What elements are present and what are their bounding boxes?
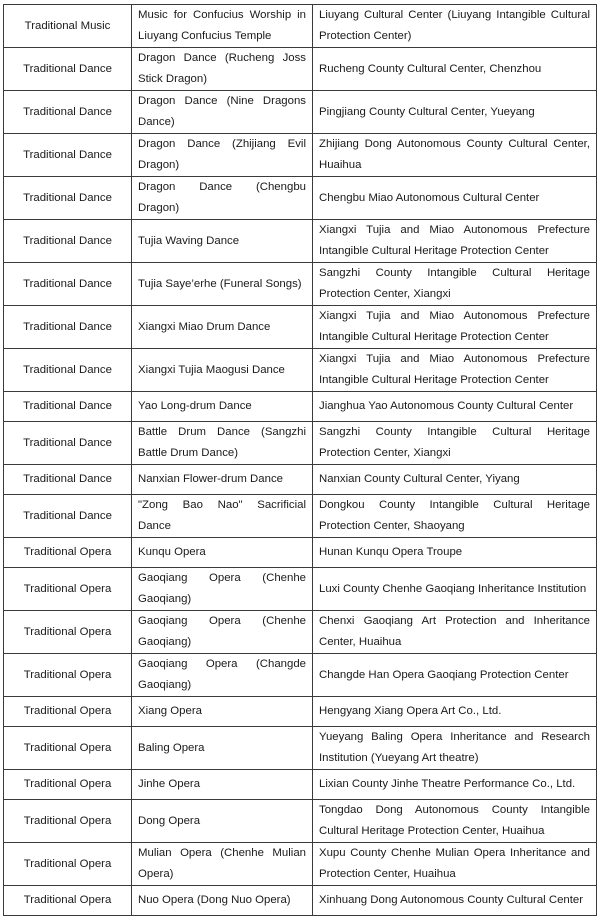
category-cell: Traditional Dance xyxy=(4,48,132,91)
table-row xyxy=(4,422,597,465)
protection-unit-cell: Sangzhi County Intangible Cultural Heritage Protection Center, Xiangxi xyxy=(313,422,597,465)
category-cell: Traditional Opera xyxy=(4,727,132,770)
protection-unit-cell: Pingjiang County Cultural Center, Yueyang xyxy=(313,91,597,134)
protection-unit-cell: Liuyang Cultural Center (Liuyang Intangible Cultural Protection Center) xyxy=(313,5,597,48)
protection-unit-cell: Zhijiang Dong Autonomous County Cultural Center, Huaihua xyxy=(313,134,597,177)
item-cell: Dragon Dance (Zhijiang Evil Dragon) xyxy=(132,134,313,177)
item-cell: Gaoqiang Opera (Changde Gaoqiang) xyxy=(132,654,313,697)
category-cell: Traditional Music xyxy=(4,5,132,48)
protection-unit-cell: Changde Han Opera Gaoqiang Protection Center xyxy=(313,654,597,697)
table-row xyxy=(4,611,597,654)
protection-unit-cell: Rucheng County Cultural Center, Chenzhou xyxy=(313,48,597,91)
table-row xyxy=(4,48,597,91)
category-cell: Traditional Dance xyxy=(4,134,132,177)
item-cell: Music for Confucius Worship in Liuyang Confucius Temple xyxy=(132,5,313,48)
protection-unit-cell: Xiangxi Tujia and Miao Autonomous Prefecture Intangible Cultural Heritage Protection Center xyxy=(313,349,597,392)
category-cell: Traditional Dance xyxy=(4,422,132,465)
heritage-table-body xyxy=(4,5,597,916)
table-row xyxy=(4,568,597,611)
protection-unit-cell: Xiangxi Tujia and Miao Autonomous Prefecture Intangible Cultural Heritage Protection Center xyxy=(313,220,597,263)
protection-unit-cell: Xiangxi Tujia and Miao Autonomous Prefecture Intangible Cultural Heritage Protection Center xyxy=(313,306,597,349)
category-cell: Traditional Dance xyxy=(4,392,132,422)
item-cell: Jinhe Opera xyxy=(132,770,313,800)
heritage-table xyxy=(3,4,597,916)
category-cell: Traditional Opera xyxy=(4,538,132,568)
category-cell: Traditional Opera xyxy=(4,654,132,697)
category-cell: Traditional Dance xyxy=(4,349,132,392)
category-cell: Traditional Dance xyxy=(4,220,132,263)
protection-unit-cell: Xinhuang Dong Autonomous County Cultural Center xyxy=(313,886,597,916)
category-cell: Traditional Dance xyxy=(4,465,132,495)
table-row xyxy=(4,392,597,422)
protection-unit-cell: Dongkou County Intangible Cultural Heritage Protection Center, Shaoyang xyxy=(313,495,597,538)
protection-unit-cell: Jianghua Yao Autonomous County Cultural Center xyxy=(313,392,597,422)
protection-unit-cell: Luxi County Chenhe Gaoqiang Inheritance Institution xyxy=(313,568,597,611)
item-cell: Xiangxi Tujia Maogusi Dance xyxy=(132,349,313,392)
protection-unit-cell: Sangzhi County Intangible Cultural Heritage Protection Center, Xiangxi xyxy=(313,263,597,306)
table-row xyxy=(4,495,597,538)
table-row xyxy=(4,800,597,843)
item-cell: Tujia Saye’erhe (Funeral Songs) xyxy=(132,263,313,306)
item-cell: Dragon Dance (Rucheng Joss Stick Dragon) xyxy=(132,48,313,91)
table-row xyxy=(4,843,597,886)
table-row xyxy=(4,349,597,392)
item-cell: Battle Drum Dance (Sangzhi Battle Drum Dance) xyxy=(132,422,313,465)
category-cell: Traditional Opera xyxy=(4,886,132,916)
table-row xyxy=(4,306,597,349)
category-cell: Traditional Dance xyxy=(4,177,132,220)
category-cell: Traditional Opera xyxy=(4,800,132,843)
category-cell: Traditional Opera xyxy=(4,770,132,800)
category-cell: Traditional Opera xyxy=(4,843,132,886)
category-cell: Traditional Opera xyxy=(4,697,132,727)
protection-unit-cell: Chenxi Gaoqiang Art Protection and Inheritance Center, Huaihua xyxy=(313,611,597,654)
category-cell: Traditional Dance xyxy=(4,91,132,134)
table-row xyxy=(4,134,597,177)
item-cell: Tujia Waving Dance xyxy=(132,220,313,263)
category-cell: Traditional Dance xyxy=(4,495,132,538)
item-cell: Nuo Opera (Dong Nuo Opera) xyxy=(132,886,313,916)
item-cell: Baling Opera xyxy=(132,727,313,770)
protection-unit-cell: Hengyang Xiang Opera Art Co., Ltd. xyxy=(313,697,597,727)
item-cell: Gaoqiang Opera (Chenhe Gaoqiang) xyxy=(132,611,313,654)
item-cell: Xiangxi Miao Drum Dance xyxy=(132,306,313,349)
table-row xyxy=(4,697,597,727)
item-cell: Dong Opera xyxy=(132,800,313,843)
item-cell: Kunqu Opera xyxy=(132,538,313,568)
table-row xyxy=(4,465,597,495)
protection-unit-cell: Lixian County Jinhe Theatre Performance Co., Ltd. xyxy=(313,770,597,800)
item-cell: Mulian Opera (Chenhe Mulian Opera) xyxy=(132,843,313,886)
table-row xyxy=(4,770,597,800)
protection-unit-cell: Xupu County Chenhe Mulian Opera Inheritance and Protection Center, Huaihua xyxy=(313,843,597,886)
item-cell: Gaoqiang Opera (Chenhe Gaoqiang) xyxy=(132,568,313,611)
table-row xyxy=(4,654,597,697)
item-cell: Dragon Dance (Chengbu Dragon) xyxy=(132,177,313,220)
category-cell: Traditional Dance xyxy=(4,263,132,306)
table-row xyxy=(4,5,597,48)
item-cell: Yao Long-drum Dance xyxy=(132,392,313,422)
category-cell: Traditional Opera xyxy=(4,611,132,654)
item-cell: "Zong Bao Nao" Sacrificial Dance xyxy=(132,495,313,538)
category-cell: Traditional Opera xyxy=(4,568,132,611)
protection-unit-cell: Chengbu Miao Autonomous Cultural Center xyxy=(313,177,597,220)
item-cell: Dragon Dance (Nine Dragons Dance) xyxy=(132,91,313,134)
table-row xyxy=(4,263,597,306)
table-row xyxy=(4,538,597,568)
table-row xyxy=(4,177,597,220)
table-row xyxy=(4,220,597,263)
protection-unit-cell: Nanxian County Cultural Center, Yiyang xyxy=(313,465,597,495)
protection-unit-cell: Yueyang Baling Opera Inheritance and Research Institution (Yueyang Art theatre) xyxy=(313,727,597,770)
category-cell: Traditional Dance xyxy=(4,306,132,349)
protection-unit-cell: Tongdao Dong Autonomous County Intangible Cultural Heritage Protection Center, Huaihua xyxy=(313,800,597,843)
item-cell: Nanxian Flower-drum Dance xyxy=(132,465,313,495)
protection-unit-cell: Hunan Kunqu Opera Troupe xyxy=(313,538,597,568)
item-cell: Xiang Opera xyxy=(132,697,313,727)
table-row xyxy=(4,91,597,134)
table-row xyxy=(4,727,597,770)
